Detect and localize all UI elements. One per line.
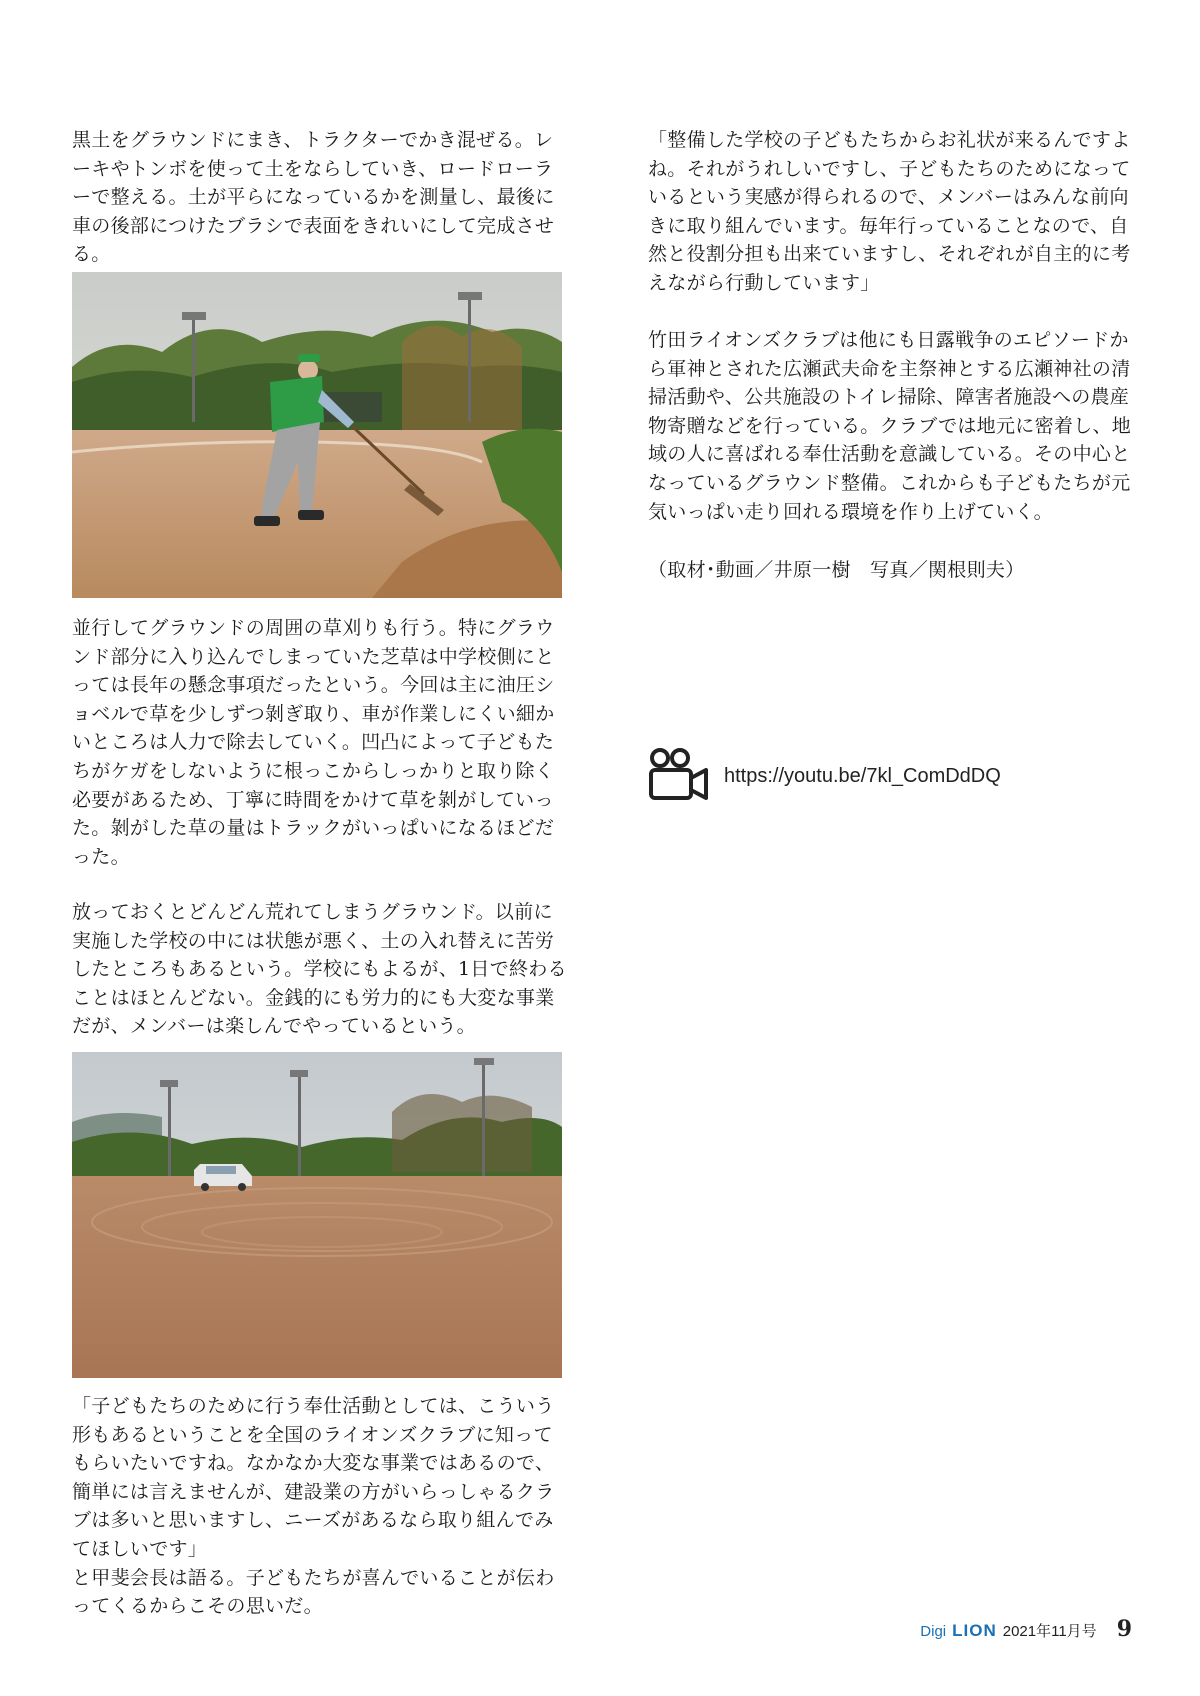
footer-issue: 2021年11月号 <box>1002 1623 1097 1640</box>
photo-worker-raking <box>72 272 562 598</box>
video-camera-icon <box>648 746 710 806</box>
page-number: 9 <box>1116 1616 1132 1642</box>
paragraph-other-activities: 竹田ライオンズクラブは他にも日露戦争のエピソードか ら軍神とされた広瀬武夫命を主祭神とする広瀬神社の清 掃活動や、公共施設のトイレ掃除、障害者施設への農産 物寄贈などを行っている。クラブでは地元に密着し、地 域の人に喜ばれる奉仕活動を意識している。その中心と なっているグラウンド整備。これからも子どもたちが元 気いっぱい走り回れる環境を作り上げていく。 <box>648 329 1132 523</box>
footer-digi: Digi <box>920 1623 947 1640</box>
video-url: https://youtu.be/7kl_ComDdDQ <box>724 764 1001 787</box>
paragraph-intro: 黒土をグラウンドにまき、トラクターでかき混ぜる。レ ーキやトンボを使って土をならしていき、ロードローラ ーで整える。土が平らになっているかを測量し、最後に 車の後部につけたブラシで表面をきれいにして完成させ る。 <box>72 129 555 266</box>
video-link[interactable] <box>648 748 1001 804</box>
photo-leveled-ground <box>72 1052 562 1378</box>
page-footer <box>920 1616 1132 1642</box>
paragraph-ground-condition: 放っておくとどんどん荒れてしまうグラウンド。以前に 実施した学校の中には状態が悪く、土の入れ替えに苦労 したところもあるという。学校にもよるが、1日で終わる ことはほとんどない。金銭的にも労力的にも大変な事業 だが、メンバーは楽しんでやっているという。 <box>72 901 567 1038</box>
credit-line: （取材･動画／井原一樹 写真／関根則夫） <box>648 559 1025 581</box>
footer-brand: LION <box>952 1621 997 1640</box>
paragraph-thank-you-letters: 「整備した学校の子どもたちからお礼状が来るんですよ ね。それがうれしいですし、子どもたちのためになって いるという実感が得られるので、メンバーはみんな前向 きに取り組んでいます。毎年行っていることなので、自 然と役割分担も出来ていますし、それぞれが自主的に考 えながら行動しています」 <box>648 129 1131 294</box>
paragraph-grass-removal: 並行してグラウンドの周囲の草刈りも行う。特にグラウ ンド部分に入り込んでしまっていた芝草は中学校側にと っては長年の懸念事項だったという。今回は主に油圧シ ョベルで草を少しずつ剝ぎ取り、車が作業しにくい細か いところは人力で除去していく。凹凸によって子どもた ちがケガをしないように根っこからしっかりと取り除く 必要があるため、丁寧に時間をかけて草を剝がしていっ た。剝がした草の量はトラックがいっぱいになるほどだ った。 <box>72 617 555 868</box>
paragraph-president-quote: 「子どもたちのために行う奉仕活動としては、こういう 形もあるということを全国のライオンズクラブに知って もらいたいですね。なかなか大変な事業ではあるので、 簡単には言えませんが、建設業の方がいらっしゃるクラ ブは多いと思いますし、ニーズがあるなら取り組んでみ てほしいです」 と甲斐会長は語る。子どもたちが喜んでいることが伝わ ってくるからこその思いだ。 <box>72 1395 555 1618</box>
